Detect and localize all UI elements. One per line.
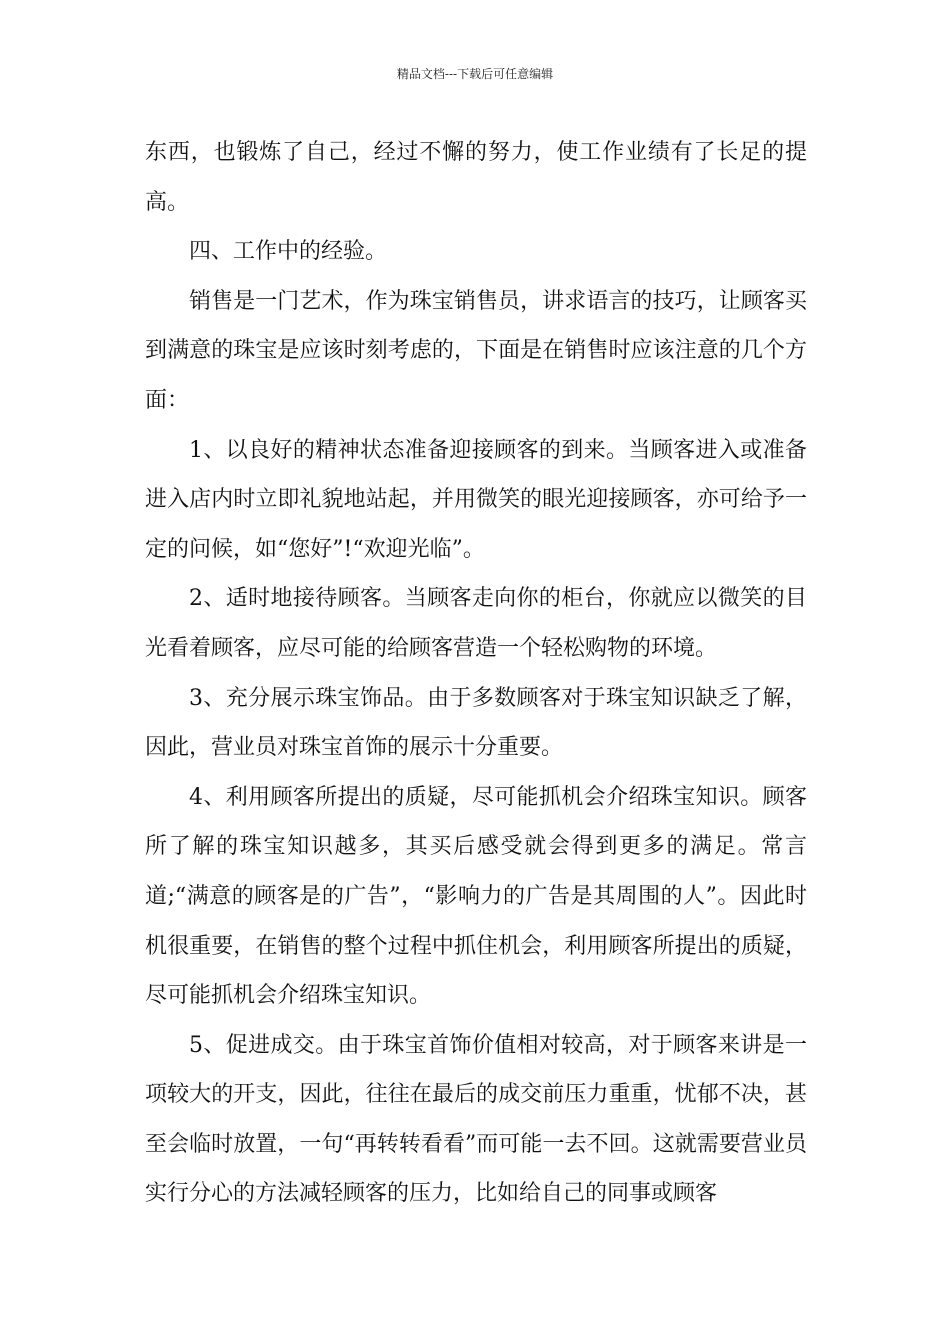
page-header: 精品文档---下载后可任意编辑	[396, 67, 554, 81]
paragraph-item-5: 5、促进成交。由于珠宝首饰价值相对较高，对于顾客来讲是一项较大的开支，因此，往往在最后的成交前压力重重，忧郁不决，甚至会临时放置，一句“再转转看看”而可能一去不回。这就需要营业员实行分心的方法减轻顾客的压力，比如给自己的同事或顾客	[145, 1032, 807, 1207]
paragraph-item-2: 2、适时地接待顾客。当顾客走向你的柜台，你就应以微笑的目光看着顾客，应尽可能的给顾客营造一个轻松购物的环境。	[145, 586, 807, 661]
paragraph-item-1: 1、以良好的精神状态准备迎接顾客的到来。当顾客进入或准备进入店内时立即礼貌地站起，并用微笑的眼光迎接顾客，亦可给予一定的问候，如“您好”!“欢迎光临”。	[145, 437, 807, 562]
paragraph-continuation: 东西，也锻炼了自己，经过不懈的努力，使工作业绩有了长足的提高。	[145, 140, 807, 215]
paragraph-item-3: 3、充分展示珠宝饰品。由于多数顾客对于珠宝知识缺乏了解，因此，营业员对珠宝首饰的展示十分重要。	[145, 685, 807, 761]
section-heading: 四、工作中的经验。	[189, 239, 388, 265]
document-body	[145, 128, 807, 1219]
paragraph-item-4: 4、利用顾客所提出的质疑，尽可能抓机会介绍珠宝知识。顾客所了解的珠宝知识越多，其买后感受就会得到更多的满足。常言道;“满意的顾客是的广告”，“影响力的广告是其周围的人”。因此时机很重要，在销售的整个过程中抓住机会，利用顾客所提出的质疑，尽可能抓机会介绍珠宝知识。	[145, 784, 807, 1009]
paragraph-intro: 销售是一门艺术，作为珠宝销售员，讲求语言的技巧，让顾客买到满意的珠宝是应该时刻考虑的，下面是在销售时应该注意的几个方面：	[145, 288, 807, 413]
